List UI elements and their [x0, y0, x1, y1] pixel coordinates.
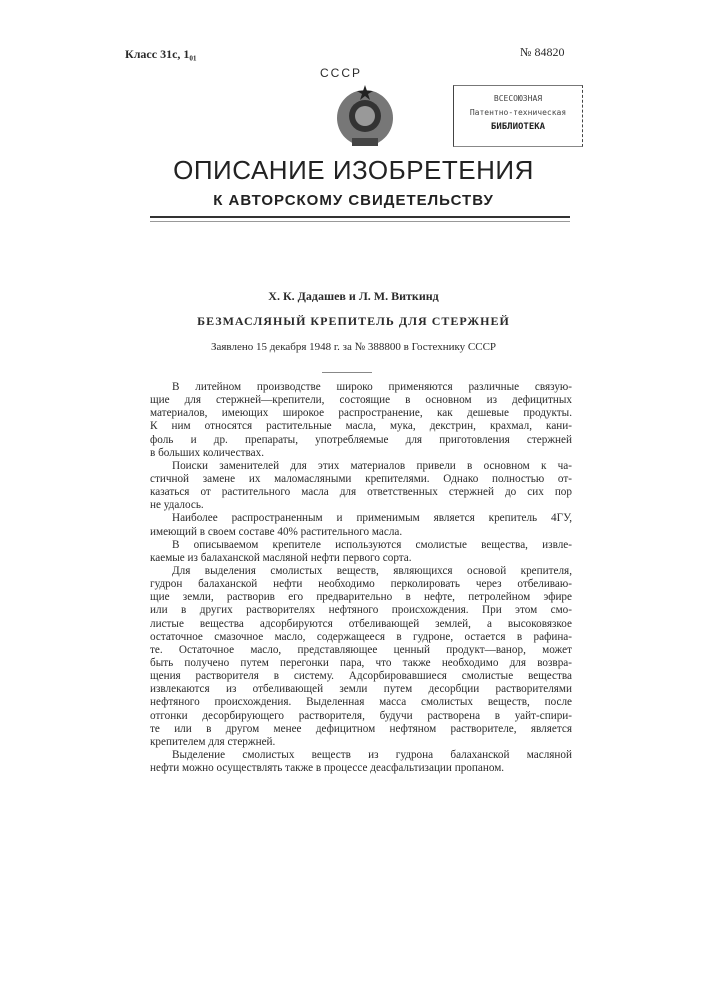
text-line: имеющий в своем составе 40% растительного масла. — [150, 526, 572, 539]
invention-title: БЕЗМАСЛЯНЫЙ КРЕПИТЕЛЬ ДЛЯ СТЕРЖНЕЙ — [0, 314, 707, 329]
text-line: не удалось. — [150, 499, 572, 512]
text-line: щения растворителя в систему. Адсорбировавшиеся смолистые вещества — [150, 670, 572, 683]
text-line: быть получено путем перегонки пара, что также необходимо для возвра- — [150, 657, 572, 670]
stamp-line: Патентно-техническая — [454, 106, 582, 120]
text-line: Наиболее распространенным и применимым является крепитель 4ГУ, — [150, 512, 572, 525]
text-line: нефти можно осуществлять также в процессе деасфальтизации пропаном. — [150, 762, 572, 775]
text-line: В описываемом крепителе используются смолистые вещества, извле- — [150, 539, 572, 552]
text-line: отгонки десорбирующего растворителя, будучи растворена в уайт-спири- — [150, 710, 572, 723]
text-line: листые вещества адсорбируются отбеливающей землей, а высоковязкое — [150, 618, 572, 631]
country-label: СССР — [320, 66, 362, 80]
text-line: стичной замене их маломасляными крепителями. Однако полностью от- — [150, 473, 572, 486]
section-divider — [322, 372, 372, 373]
authors: Х. К. Дадашев и Л. М. Виткинд — [0, 289, 707, 304]
text-line: каемые из балаханской масляной нефти первого сорта. — [150, 552, 572, 565]
text-line: остаточное смазочное масло, содержащееся в гудроне, остается в рафина- — [150, 631, 572, 644]
text-line: Поиски заменителей для этих материалов привели в основном к ча- — [150, 460, 572, 473]
text-line: те. Остаточное масло, представляющее ценный продукт—ванор, может — [150, 644, 572, 657]
library-stamp — [453, 85, 583, 147]
header-divider — [150, 216, 570, 222]
filing-info: Заявлено 15 декабря 1948 г. за № 388800 в Гостехнику СССР — [0, 341, 707, 353]
text-line: щие земли, растворив его предварительно в нефте, петролейном эфире — [150, 591, 572, 604]
document-title: ОПИСАНИЕ ИЗОБРЕТЕНИЯ — [0, 155, 707, 186]
text-line: Для выделения смолистых веществ, являющихся основой крепителя, — [150, 565, 572, 578]
text-line: извлекаются из отбеливающей земли путем десорбции растворителями — [150, 683, 572, 696]
text-line: или в других растворителях нефтяного происхождения. При этом смо- — [150, 604, 572, 617]
text-line: материалов, имеющих широкое распространение, как дешевые продукты. — [150, 407, 572, 420]
text-line: те или в другом менее дефицитном нефтяном растворителе, является — [150, 723, 572, 736]
class-label: Класс 31с, 1₀₁ — [125, 47, 197, 62]
stamp-line: БИБЛИОТЕКА — [454, 120, 582, 134]
text-line: фоль и др. препараты, употребляемые для приготовления стержней — [150, 434, 572, 447]
ussr-emblem-icon — [330, 82, 400, 152]
patent-number: № 84820 — [520, 45, 564, 60]
text-line: в больших количествах. — [150, 447, 572, 460]
text-line: В литейном производстве широко применяются различные связую- — [150, 381, 572, 394]
document-subtitle: К АВТОРСКОМУ СВИДЕТЕЛЬСТВУ — [0, 192, 707, 209]
text-line: крепителем для стержней. — [150, 736, 572, 749]
text-line: К ним относятся растительные масла, мука, декстрин, крахмал, кани- — [150, 420, 572, 433]
body-text — [150, 381, 572, 775]
text-line: казаться от растительного масла для ответственных стержней до сих пор — [150, 486, 572, 499]
text-line: нефтяного происхождения. Выделенная масса смолистых веществ, после — [150, 696, 572, 709]
stamp-line: ВСЕСОЮЗНАЯ — [454, 92, 582, 106]
text-line: гудрон балаханской нефти необходимо перколировать через отбеливаю- — [150, 578, 572, 591]
text-line: щие для стержней—крепители, состоящие в основном из дефицитных — [150, 394, 572, 407]
text-line: Выделение смолистых веществ из гудрона балаханской масляной — [150, 749, 572, 762]
